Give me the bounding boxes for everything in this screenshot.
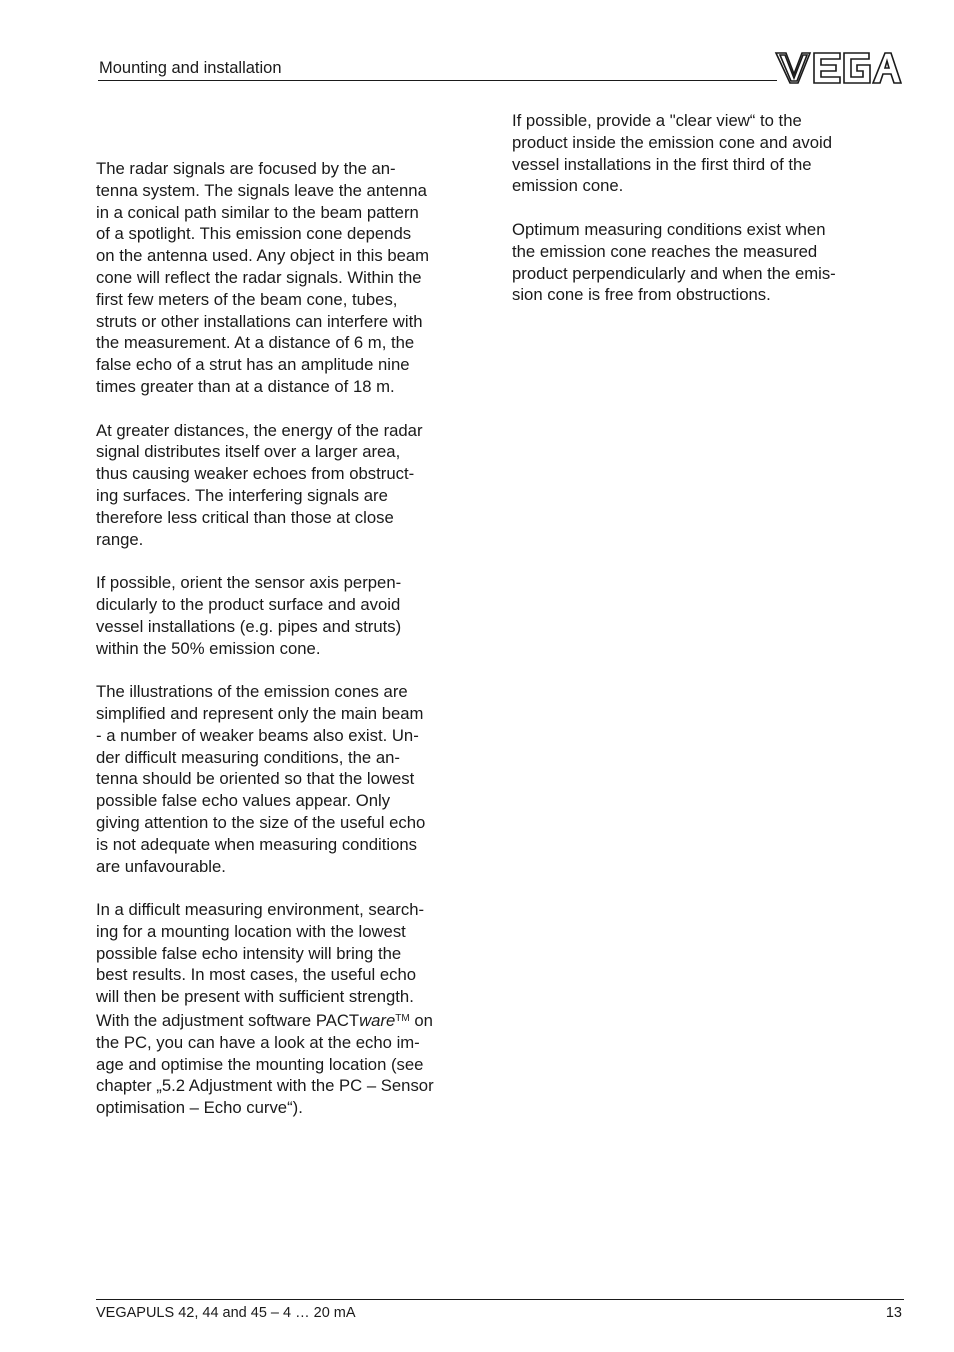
section-title: Mounting and installation — [99, 59, 282, 77]
trademark-mark: TM — [395, 1013, 410, 1025]
header-divider — [98, 80, 777, 81]
paragraph-text: In a difficult measuring environment, search- ing for a mounting location with the lowest possible false echo intensity will bring the best results. In most cases, the useful echo will then be present with sufficient strength. With the adjustment software PACT — [96, 900, 425, 1031]
left-column — [96, 158, 486, 1141]
paragraph — [96, 899, 486, 1119]
software-name-italic: ware — [359, 1011, 396, 1031]
paragraph: If possible, provide a "clear view“ to the product inside the emission cone and avoid vessel installations in the first third of the emission cone. — [512, 111, 833, 196]
paragraph: The illustrations of the emission cones are simplified and represent only the main beam - a number of weaker beams also exist. Un- der difficult measuring conditions, the an- tenna should be oriented so that the lowest possible false echo values appear. Only giving attention to the size of the useful echo is not adequate when measuring conditions are unfavourable. — [96, 682, 426, 876]
paragraph: The radar signals are focused by the an- tenna system. The signals leave the antenna in a conical path similar to the beam pattern of a spotlight. This emission cone depends on the antenna used. Any object in this beam cone will reflect the radar signals. Within the first few meters of the beam cone, tubes, struts or other installations can interfere with the measurement. At a distance of 6 m, the false echo of a strut has an amplitude nine times greater than at a distance of 18 m. — [96, 159, 430, 396]
vega-logo — [774, 50, 902, 86]
paragraph-text: on the PC, you can have a look at the echo im- age and optimise the mounting location (see chapter „5.2 Adjustment with the PC – Sensor optimisation – Echo curve“). — [96, 1011, 434, 1118]
product-name: VEGAPULS 42, 44 and 45 – 4 … 20 mA — [96, 1305, 356, 1321]
right-column — [512, 110, 896, 328]
paragraph: Optimum measuring conditions exist when the emission cone reaches the measured product perpendicularly and when the emis- sion cone is free from obstructions. — [512, 219, 836, 305]
paragraph: At greater distances, the energy of the radar signal distributes itself over a larger area, thus causing weaker echoes from obstruct- ing surfaces. The interfering signals are therefore less critical than those at close range. — [96, 420, 423, 549]
page-number: 13 — [885, 1305, 902, 1321]
footer-divider — [96, 1299, 904, 1300]
paragraph: If possible, orient the sensor axis perpen- dicularly to the product surface and avoid vessel installations (e.g. pipes and struts) within the 50% emission cone. — [96, 573, 402, 658]
